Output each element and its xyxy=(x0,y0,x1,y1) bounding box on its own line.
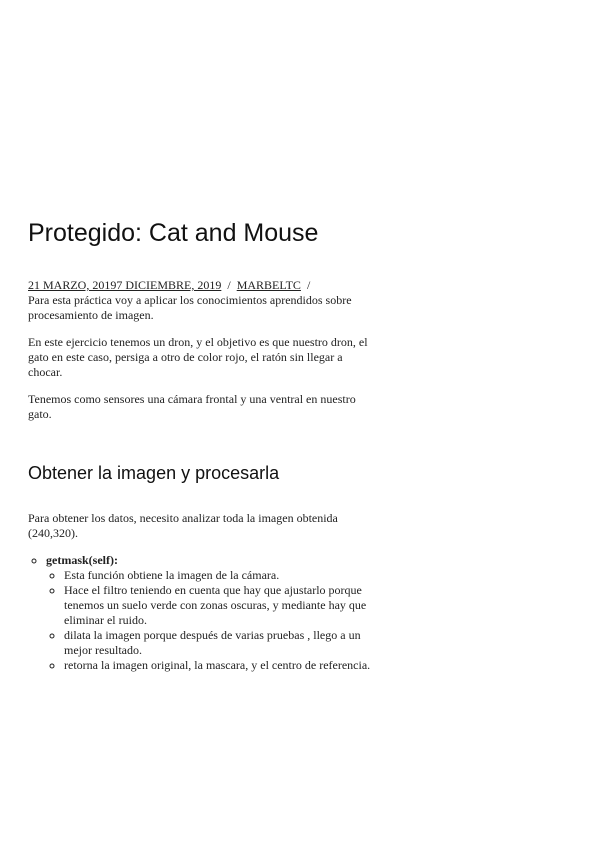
intro-paragraph: Tenemos como sensores una cámara frontal y una ventral en nuestro gato. xyxy=(28,392,356,421)
list-item: ◦ Esta función obtiene la imagen de la cámara. xyxy=(64,568,374,583)
meta-separator: / xyxy=(227,278,231,292)
post-meta xyxy=(28,278,316,293)
section-paragraph: Para obtener los datos, necesito analizar toda la imagen obtenida (240,320). xyxy=(28,511,338,540)
list-item: ◦ dilata la imagen porque después de varias pruebas , llego a un mejor resultado. xyxy=(64,628,374,658)
function-list xyxy=(28,553,378,673)
post-intro xyxy=(28,293,378,434)
intro-paragraph: Para esta práctica voy a aplicar los conocimientos aprendidos sobre procesamiento de imagen. xyxy=(28,293,352,322)
list-item: ◦ retorna la imagen original, la mascara, y el centro de referencia. xyxy=(64,658,374,673)
post-date-link[interactable]: 21 MARZO, 20197 DICIEMBRE, 2019 xyxy=(28,278,222,292)
meta-separator-trailing: / xyxy=(306,278,311,292)
section-heading: Obtener la imagen y procesarla xyxy=(28,463,280,483)
function-description-list xyxy=(46,568,378,673)
intro-paragraph: En este ejercicio tenemos un dron, y el objetivo es que nuestro dron, el gato en este caso, persiga a otro de color rojo, el ratón sin llegar a chocar. xyxy=(28,335,368,379)
list-item: ◦ Hace el filtro teniendo en cuenta que hay que ajustarlo porque tenemos un suelo verde con zonas oscuras, y mediante hay que eliminar el ruido. xyxy=(64,583,374,628)
post-title: Protegido: Cat and Mouse xyxy=(28,219,319,247)
section-body xyxy=(28,511,378,673)
function-name: getmask(self): xyxy=(46,553,118,567)
function-item xyxy=(46,553,378,673)
post-author-link[interactable]: MARBELTC xyxy=(236,278,301,292)
